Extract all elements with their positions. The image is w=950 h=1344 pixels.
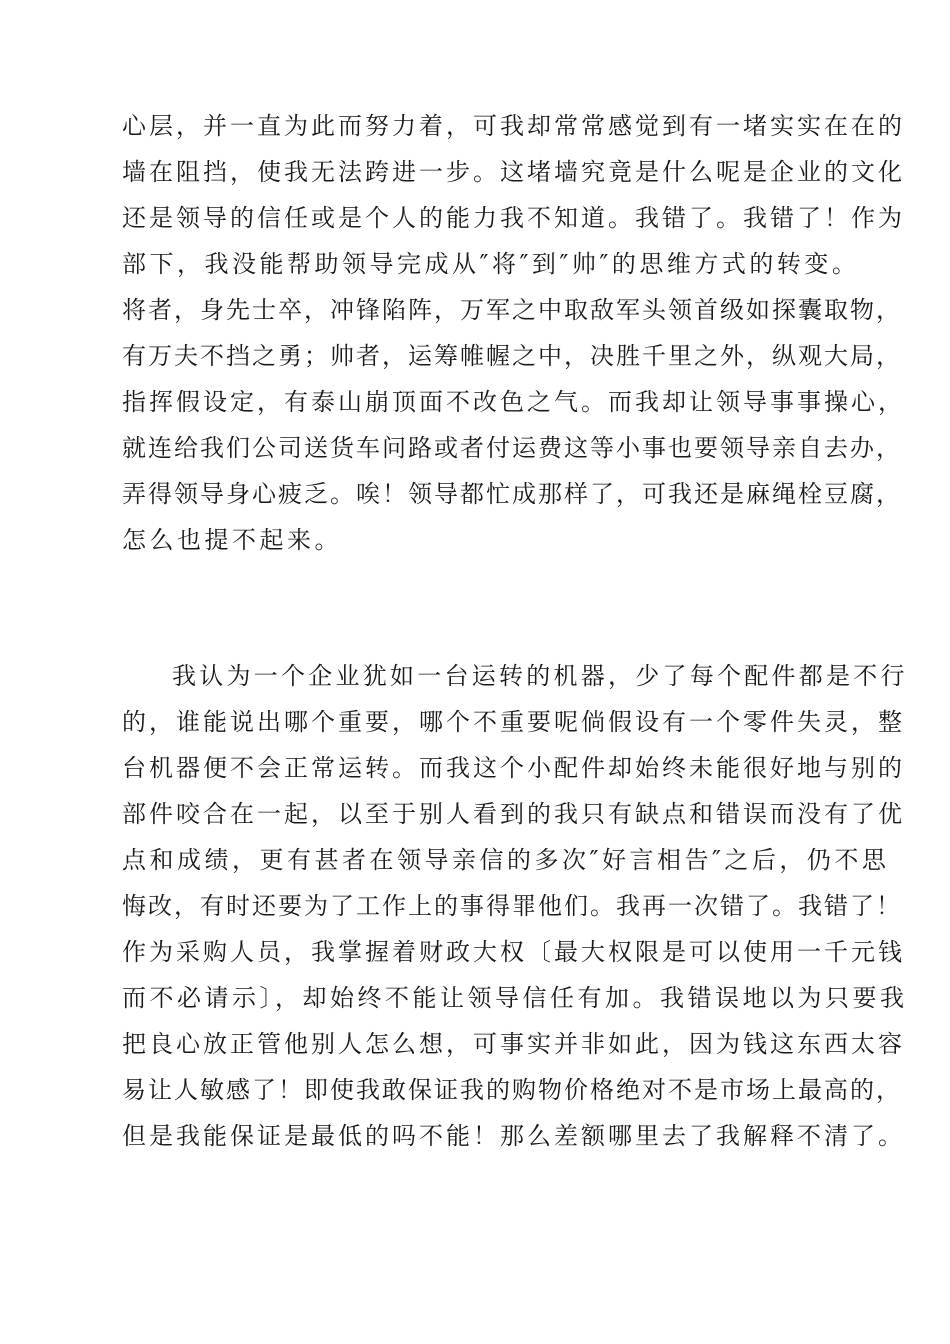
text-line: 但是我能保证是最低的吗不能！那么差额哪里去了我解释不清了。	[122, 1122, 905, 1150]
text-line: 把良心放正管他别人怎么想，可事实并非如此，因为钱这东西太容	[122, 1030, 905, 1058]
text-line: 墙在阻挡，使我无法跨进一步。这堵墙究竟是什么呢是企业的文化	[122, 158, 905, 186]
text-line: 部下，我没能帮助领导完成从″将″到″帅″的思维方式的转变。	[122, 250, 860, 278]
text-line: 点和成绩，更有甚者在领导亲信的多次″好言相告″之后，仍不思	[122, 846, 890, 874]
text-line: 易让人敏感了！即使我敢保证我的购物价格绝对不是市场上最高的，	[122, 1076, 902, 1104]
text-line: 弄得领导身心疲乏。唉！领导都忙成那样了，可我还是麻绳栓豆腐，	[122, 480, 902, 508]
text-line: 指挥假设定，有泰山崩顶面不改色之气。而我却让领导事事操心，	[122, 388, 905, 416]
text-line: 就连给我们公司送货车问路或者付运费这等小事也要领导亲自去办，	[122, 434, 902, 462]
text-line: 部件咬合在一起，以至于别人看到的我只有缺点和错误而没有了优	[122, 800, 905, 828]
text-line: 悔改，有时还要为了工作上的事得罪他们。我再一次错了。我错了！	[122, 892, 902, 920]
text-line: 作为采购人员，我掌握着财政大权〔最大权限是可以使用一千元钱	[122, 938, 905, 966]
text-line: 心层，并一直为此而努力着，可我却常常感觉到有一堵实实在在的	[122, 112, 905, 140]
text-line: 台机器便不会正常运转。而我这个小配件却始终未能很好地与别的	[122, 754, 905, 782]
text-line: 的，谁能说出哪个重要，哪个不重要呢倘假设有一个零件失灵，整	[122, 708, 905, 736]
text-line: 我认为一个企业犹如一台运转的机器，少了每个配件都是不行	[172, 662, 908, 690]
text-line: 有万夫不挡之勇；帅者，运筹帷幄之中，决胜千里之外，纵观大局，	[122, 342, 902, 370]
text-line: 还是领导的信任或是个人的能力我不知道。我错了。我错了！作为	[122, 204, 905, 232]
text-line: 将者，身先士卒，冲锋陷阵，万军之中取敌军头领首级如探囊取物，	[122, 296, 902, 324]
text-line: 而不必请示〕，却始终不能让领导信任有加。我错误地以为只要我	[122, 984, 908, 1012]
text-line: 怎么也提不起来。	[122, 526, 342, 554]
